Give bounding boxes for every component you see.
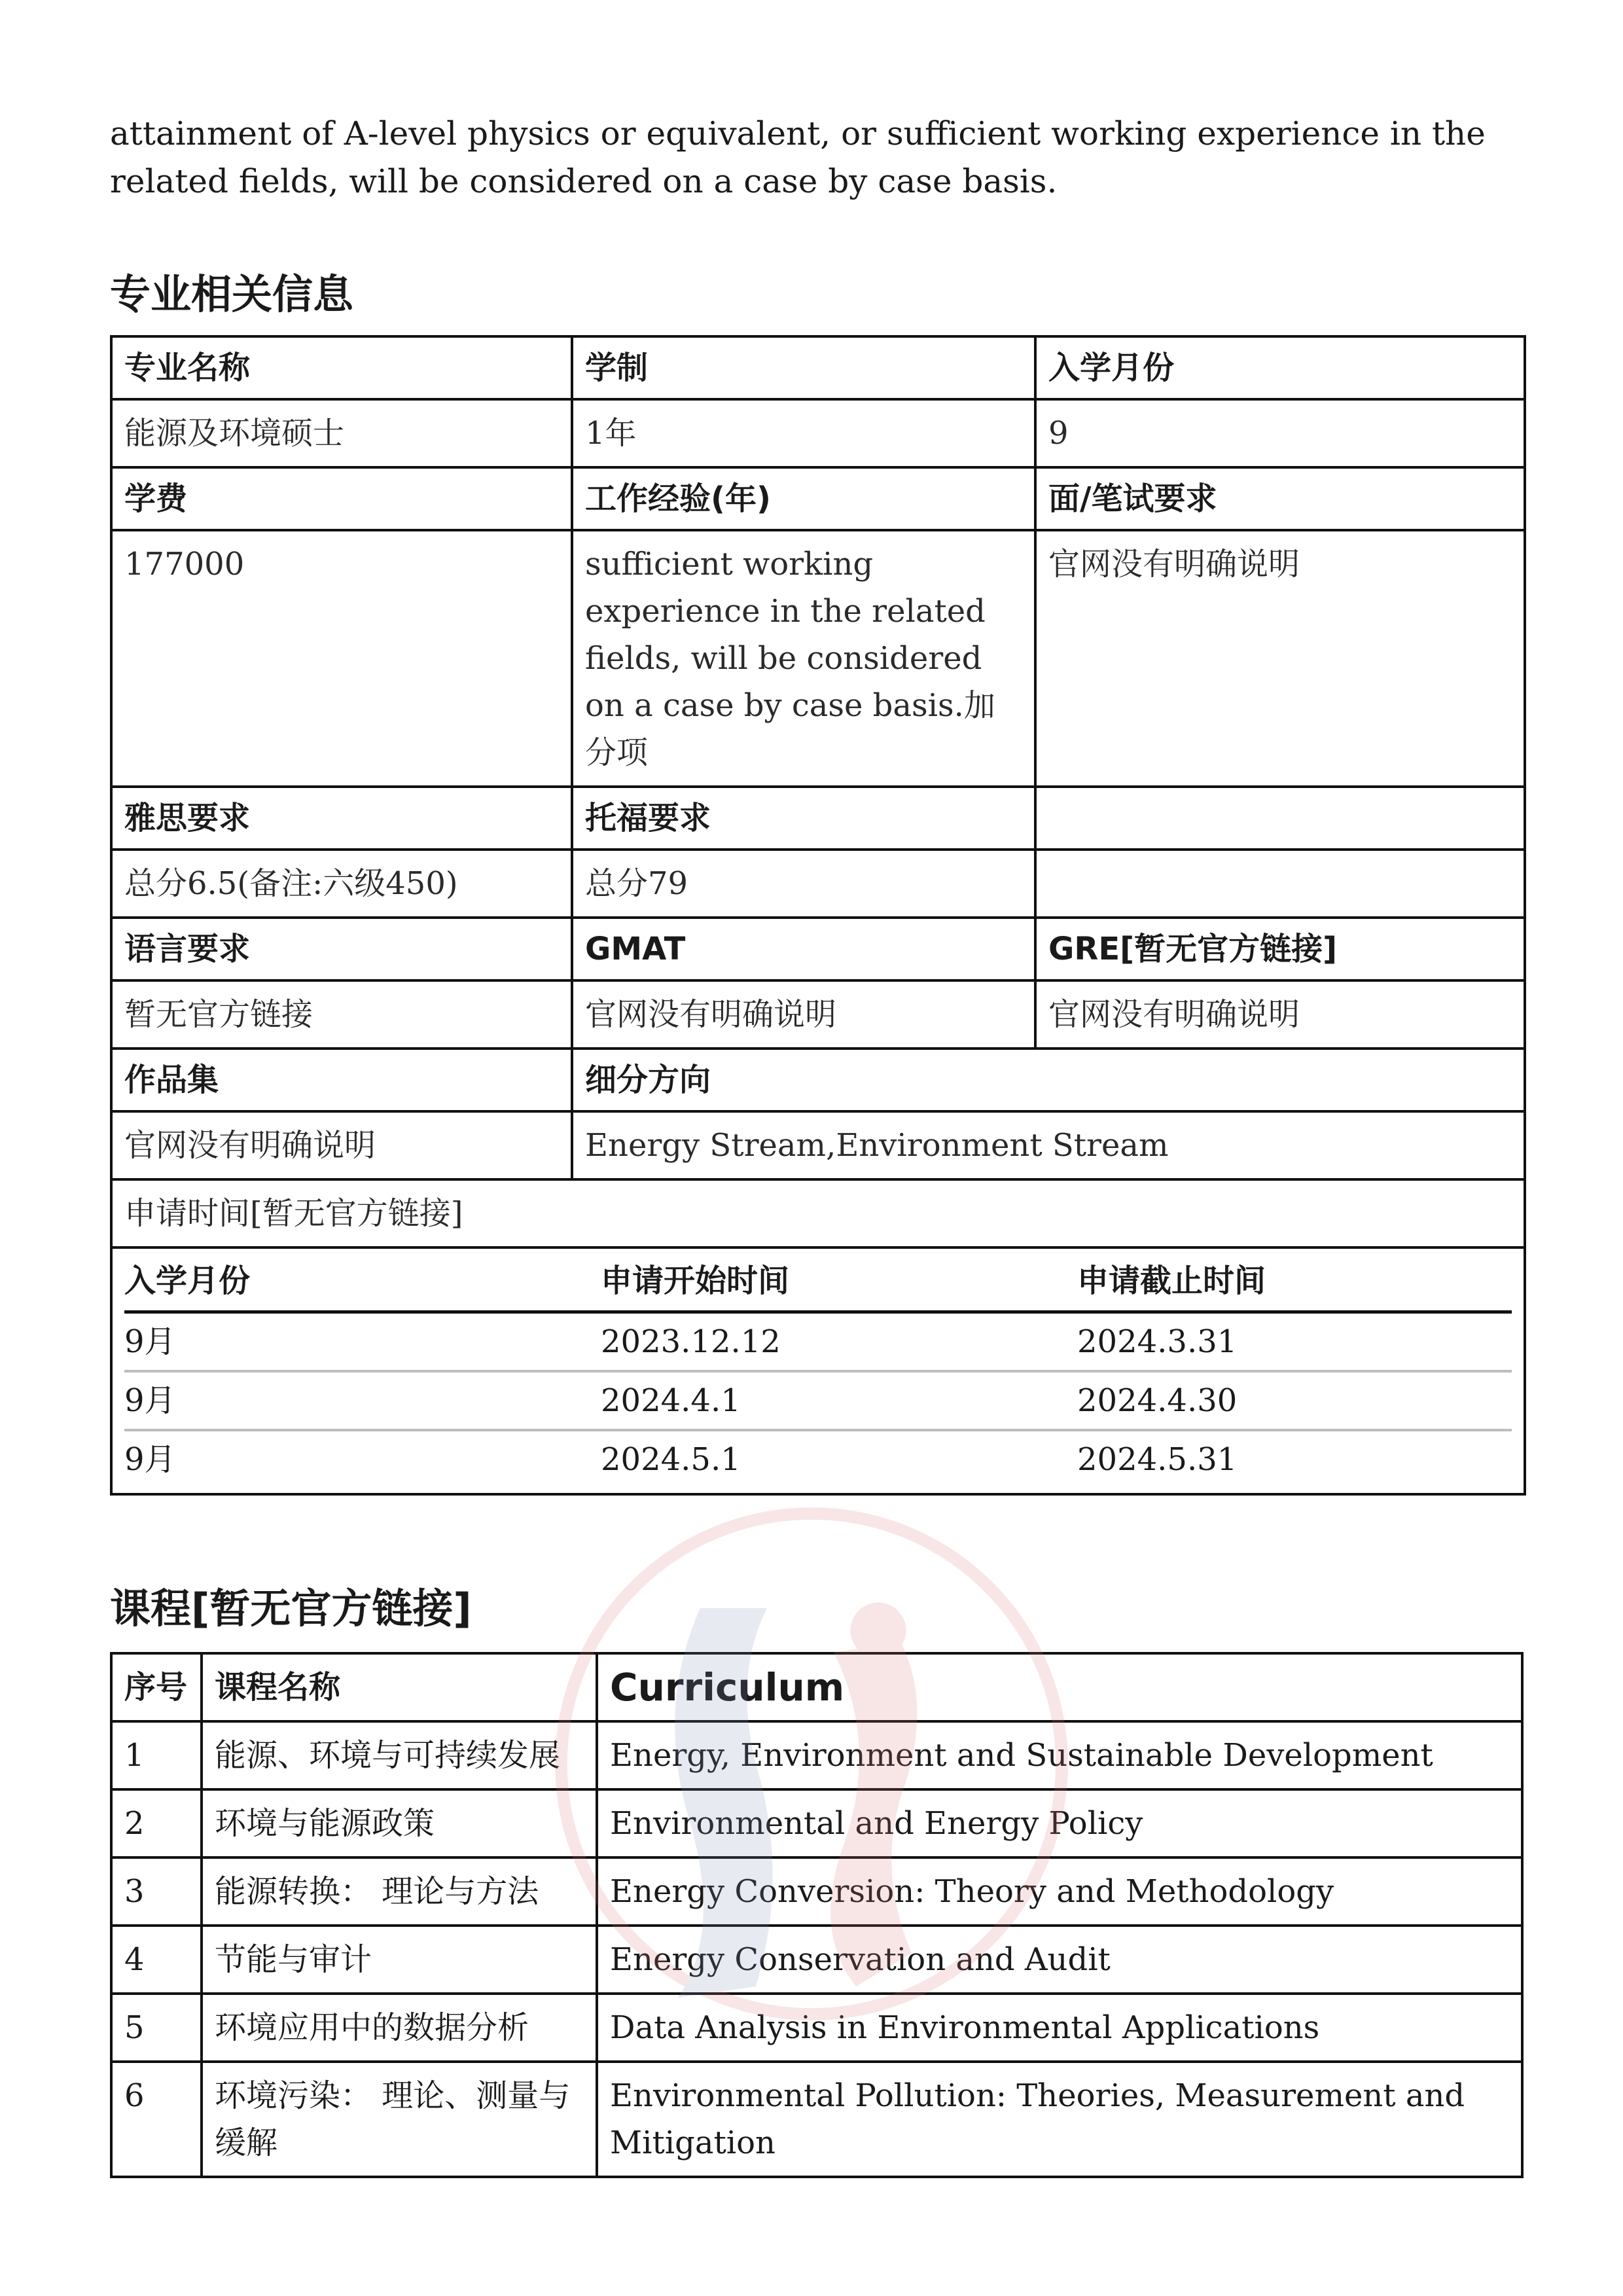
schedule-header-intake: 入学月份 (124, 1249, 601, 1312)
program-name-value: 能源及环境硕士 (111, 399, 572, 467)
gmat-label: GMAT (572, 918, 1035, 980)
course-index: 1 (111, 1721, 202, 1789)
work-experience-value: sufficient working experience in the related fields, will be considered on a case by case basis.加分项 (572, 530, 1035, 787)
courses-header-name: 课程名称 (202, 1653, 597, 1721)
intake-label: 入学月份 (1035, 336, 1525, 399)
program-name-label: 专业名称 (111, 336, 572, 399)
courses-header-curriculum: Curriculum (597, 1653, 1522, 1721)
course-name-cn: 环境应用中的数据分析 (202, 1994, 597, 2062)
course-row (111, 1789, 1522, 1857)
gmat-value: 官网没有明确说明 (572, 980, 1035, 1049)
schedule-start: 2024.4.1 (601, 1371, 1077, 1430)
schedule-container (111, 1247, 1525, 1494)
gre-label: GRE[暂无官方链接] (1035, 918, 1525, 980)
course-name-cn: 环境污染： 理论、测量与缓解 (202, 2062, 597, 2177)
streams-value: Energy Stream,Environment Stream (572, 1111, 1525, 1179)
program-info-heading: 专业相关信息 (110, 270, 354, 318)
schedule-deadline: 2024.3.31 (1077, 1312, 1512, 1372)
course-name-cn: 节能与审计 (202, 1926, 597, 1994)
course-row (111, 1994, 1522, 2062)
course-index: 2 (111, 1789, 202, 1857)
program-info-table (110, 335, 1526, 1496)
interview-value: 官网没有明确说明 (1035, 530, 1525, 787)
course-name-en: Environmental Pollution: Theories, Measurement and Mitigation (597, 2062, 1522, 2177)
gre-value: 官网没有明确说明 (1035, 980, 1525, 1049)
tuition-label: 学费 (111, 467, 572, 530)
interview-label: 面/笔试要求 (1035, 467, 1525, 530)
schedule-row (124, 1430, 1512, 1488)
course-index: 6 (111, 2062, 202, 2177)
schedule-intake: 9月 (124, 1312, 601, 1372)
ielts-label: 雅思要求 (111, 787, 572, 850)
course-row (111, 2062, 1522, 2177)
intro-line-1: attainment of A-level physics or equivalent, or sufficient working experience in the (110, 115, 1486, 152)
schedule-row (124, 1312, 1512, 1372)
schedule-start: 2024.5.1 (601, 1441, 741, 1478)
course-name-en: Energy, Environment and Sustainable Development (597, 1721, 1522, 1789)
portfolio-label: 作品集 (111, 1049, 572, 1111)
application-time-label: 申请时间[暂无官方链接] (111, 1179, 1525, 1247)
schedule-intake: 9月 (124, 1371, 601, 1430)
schedule-deadline: 2024.4.30 (1077, 1371, 1512, 1430)
intro-line-2: related fields, will be considered on a case by case basis. (110, 162, 1058, 200)
schedule-intake: 9月 (124, 1441, 176, 1478)
schedule-header-deadline: 申请截止时间 (1077, 1249, 1512, 1312)
toefl-label: 托福要求 (572, 787, 1035, 850)
course-name-cn: 能源转换： 理论与方法 (202, 1857, 597, 1926)
course-index: 5 (111, 1994, 202, 2062)
course-name-cn: 能源、环境与可持续发展 (202, 1721, 597, 1789)
courses-table (110, 1652, 1524, 2178)
watermark-dot (851, 1603, 906, 1659)
schedule-header-start: 申请开始时间 (601, 1249, 1077, 1312)
tuition-value: 177000 (111, 530, 572, 787)
schedule-deadline: 2024.5.31 (1077, 1441, 1238, 1478)
course-index: 4 (111, 1926, 202, 1994)
language-label: 语言要求 (111, 918, 572, 980)
course-row (111, 1721, 1522, 1789)
course-name-en: Energy Conservation and Audit (597, 1926, 1522, 1994)
duration-value: 1年 (572, 399, 1035, 467)
course-index: 3 (111, 1857, 202, 1926)
language-value: 暂无官方链接 (111, 980, 572, 1049)
toefl-value: 总分79 (572, 850, 1035, 918)
course-name-en: Energy Conversion: Theory and Methodology (597, 1857, 1522, 1926)
empty-value-cell (1035, 850, 1525, 918)
courses-heading: 课程[暂无官方链接] (110, 1585, 472, 1632)
course-name-en: Environmental and Energy Policy (597, 1789, 1522, 1857)
schedule-start: 2023.12.12 (601, 1312, 1077, 1372)
schedule-table (124, 1249, 1512, 1488)
courses-header-index: 序号 (111, 1653, 202, 1721)
duration-label: 学制 (572, 336, 1035, 399)
schedule-row (124, 1371, 1512, 1430)
course-row (111, 1857, 1522, 1926)
course-name-en: Data Analysis in Environmental Applications (597, 1994, 1522, 2062)
intro-paragraph (110, 110, 1524, 206)
course-row (111, 1926, 1522, 1994)
work-experience-label: 工作经验(年) (572, 467, 1035, 530)
course-name-cn: 环境与能源政策 (202, 1789, 597, 1857)
intake-value: 9 (1035, 399, 1525, 467)
portfolio-value: 官网没有明确说明 (111, 1111, 572, 1179)
streams-label: 细分方向 (572, 1049, 1525, 1111)
empty-header-cell (1035, 787, 1525, 850)
ielts-value: 总分6.5(备注:六级450) (111, 850, 572, 918)
